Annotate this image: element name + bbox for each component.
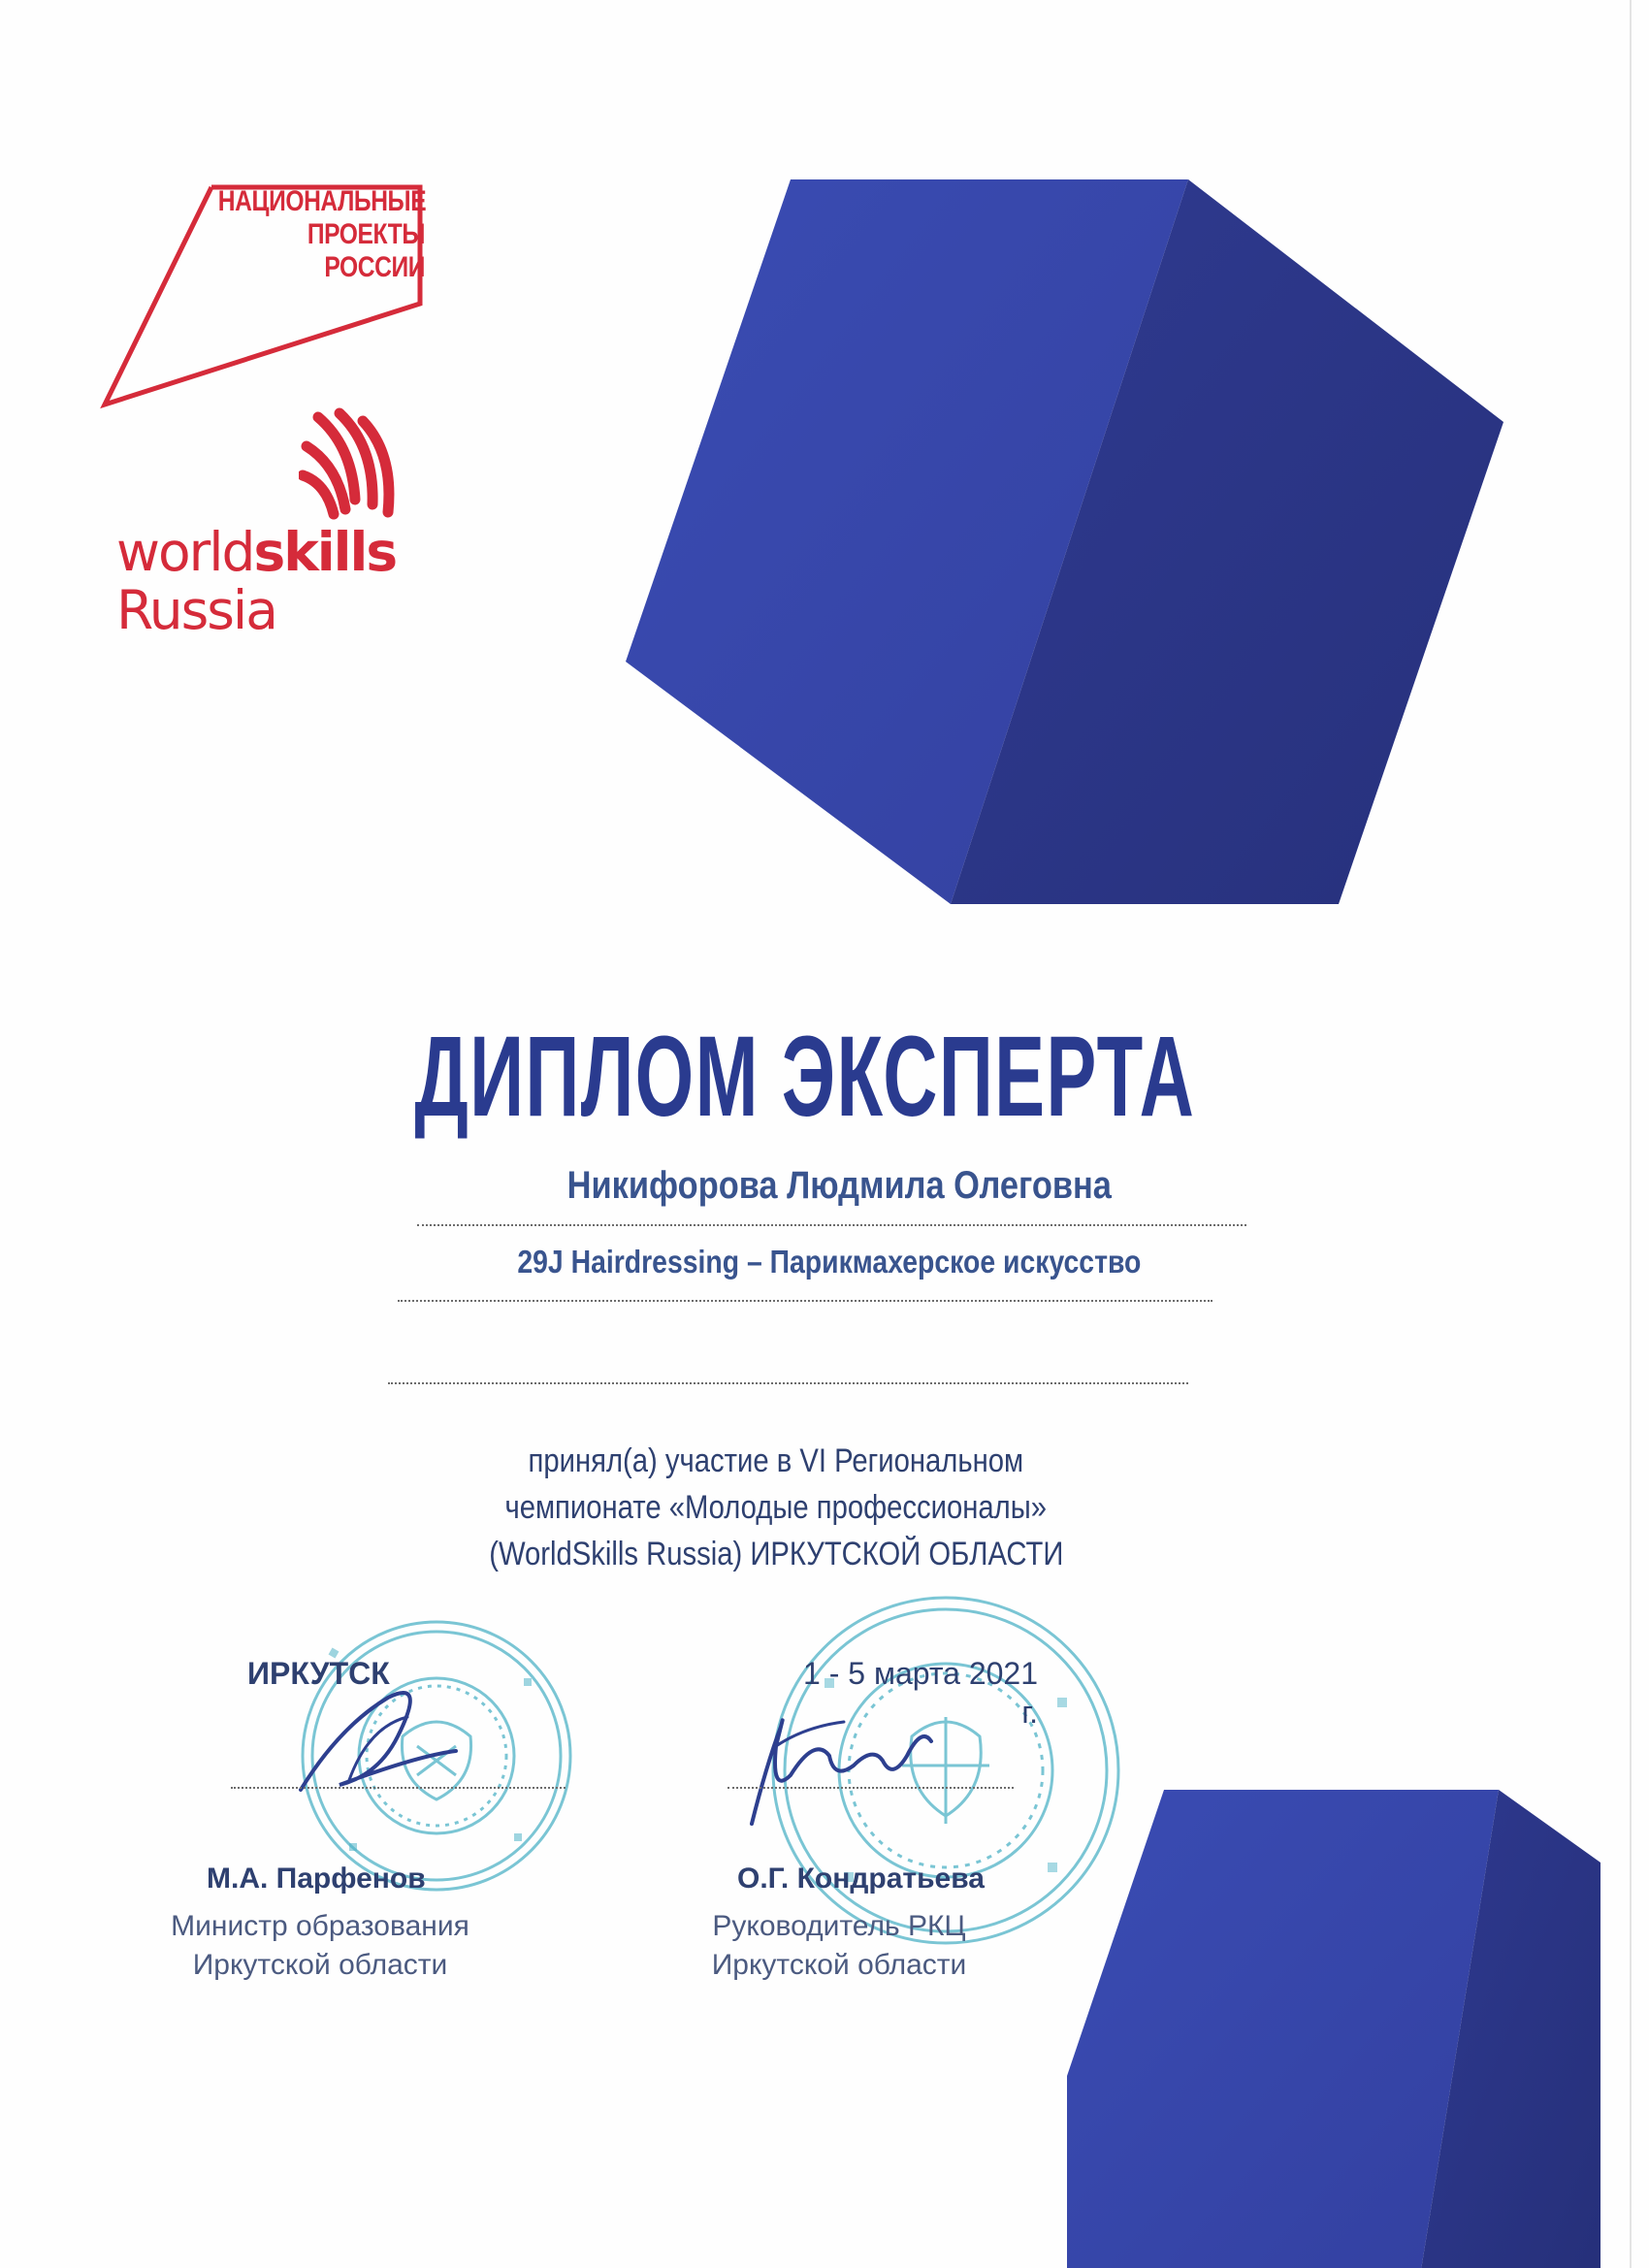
- signatory-role-1-line-1: Министр образования: [171, 1910, 469, 1942]
- signatory-role-1: [160, 1907, 480, 1985]
- diploma-title-text: ДИПЛОМ ЭКСПЕРТА: [414, 1013, 1196, 1141]
- diploma-title: [0, 1014, 1649, 1140]
- date-label: 1 - 5 марта 2021 г.: [803, 1656, 1038, 1730]
- worldskills-wordmark: [116, 521, 397, 583]
- np-line-2: ПРОЕКТЫ: [307, 218, 425, 250]
- worldskills-russia: Russia: [116, 579, 276, 641]
- np-line-3: РОССИИ: [324, 251, 425, 283]
- np-line-1: НАЦИОНАЛЬНЫЕ: [217, 185, 427, 217]
- worldskills-logo: [114, 407, 425, 640]
- signatory-role-2-line-2: Иркутской области: [711, 1949, 967, 1981]
- signature-line-left: [231, 1787, 566, 1789]
- dotted-line-3: [388, 1382, 1188, 1384]
- participation-line-2: чемпионате «Молодые профессионалы»: [504, 1489, 1048, 1526]
- signatory-role-2-line-1: Руководитель РКЦ: [712, 1910, 966, 1942]
- participation-line-1: принял(а) участие в VI Региональном: [528, 1442, 1024, 1479]
- worldskills-word-bold: skills: [253, 521, 397, 583]
- recipient-name: [417, 1161, 1261, 1210]
- worldskills-mark-icon: [299, 407, 405, 524]
- national-projects-logo: [95, 179, 425, 412]
- signatory-role-2: [698, 1907, 980, 1985]
- signatory-name-1: М.А. Парфенов: [207, 1863, 426, 1895]
- national-projects-text: [218, 185, 425, 284]
- participation-line-3: (WorldSkills Russia) ИРКУТСКОЙ ОБЛАСТИ: [488, 1536, 1064, 1572]
- signatory-name-2: О.Г. Кондратьева: [737, 1863, 985, 1895]
- signatory-role-1-line-2: Иркутской области: [192, 1949, 448, 1981]
- dotted-line-1: [417, 1224, 1246, 1226]
- skill-name: [398, 1242, 1261, 1282]
- signature-line-right: [728, 1787, 1014, 1789]
- decorative-cube-small: [1062, 1785, 1605, 2268]
- worldskills-word-light: world: [116, 521, 254, 583]
- skill-name-text: 29J Hairdressing – Парикмахерское искусство: [517, 1244, 1142, 1280]
- dotted-line-2: [398, 1300, 1212, 1302]
- city-label: ИРКУТСК: [247, 1656, 390, 1691]
- recipient-name-text: Никифорова Людмила Олеговна: [566, 1164, 1112, 1207]
- decorative-cube-large: [621, 175, 1513, 912]
- participation-text: [291, 1438, 1261, 1577]
